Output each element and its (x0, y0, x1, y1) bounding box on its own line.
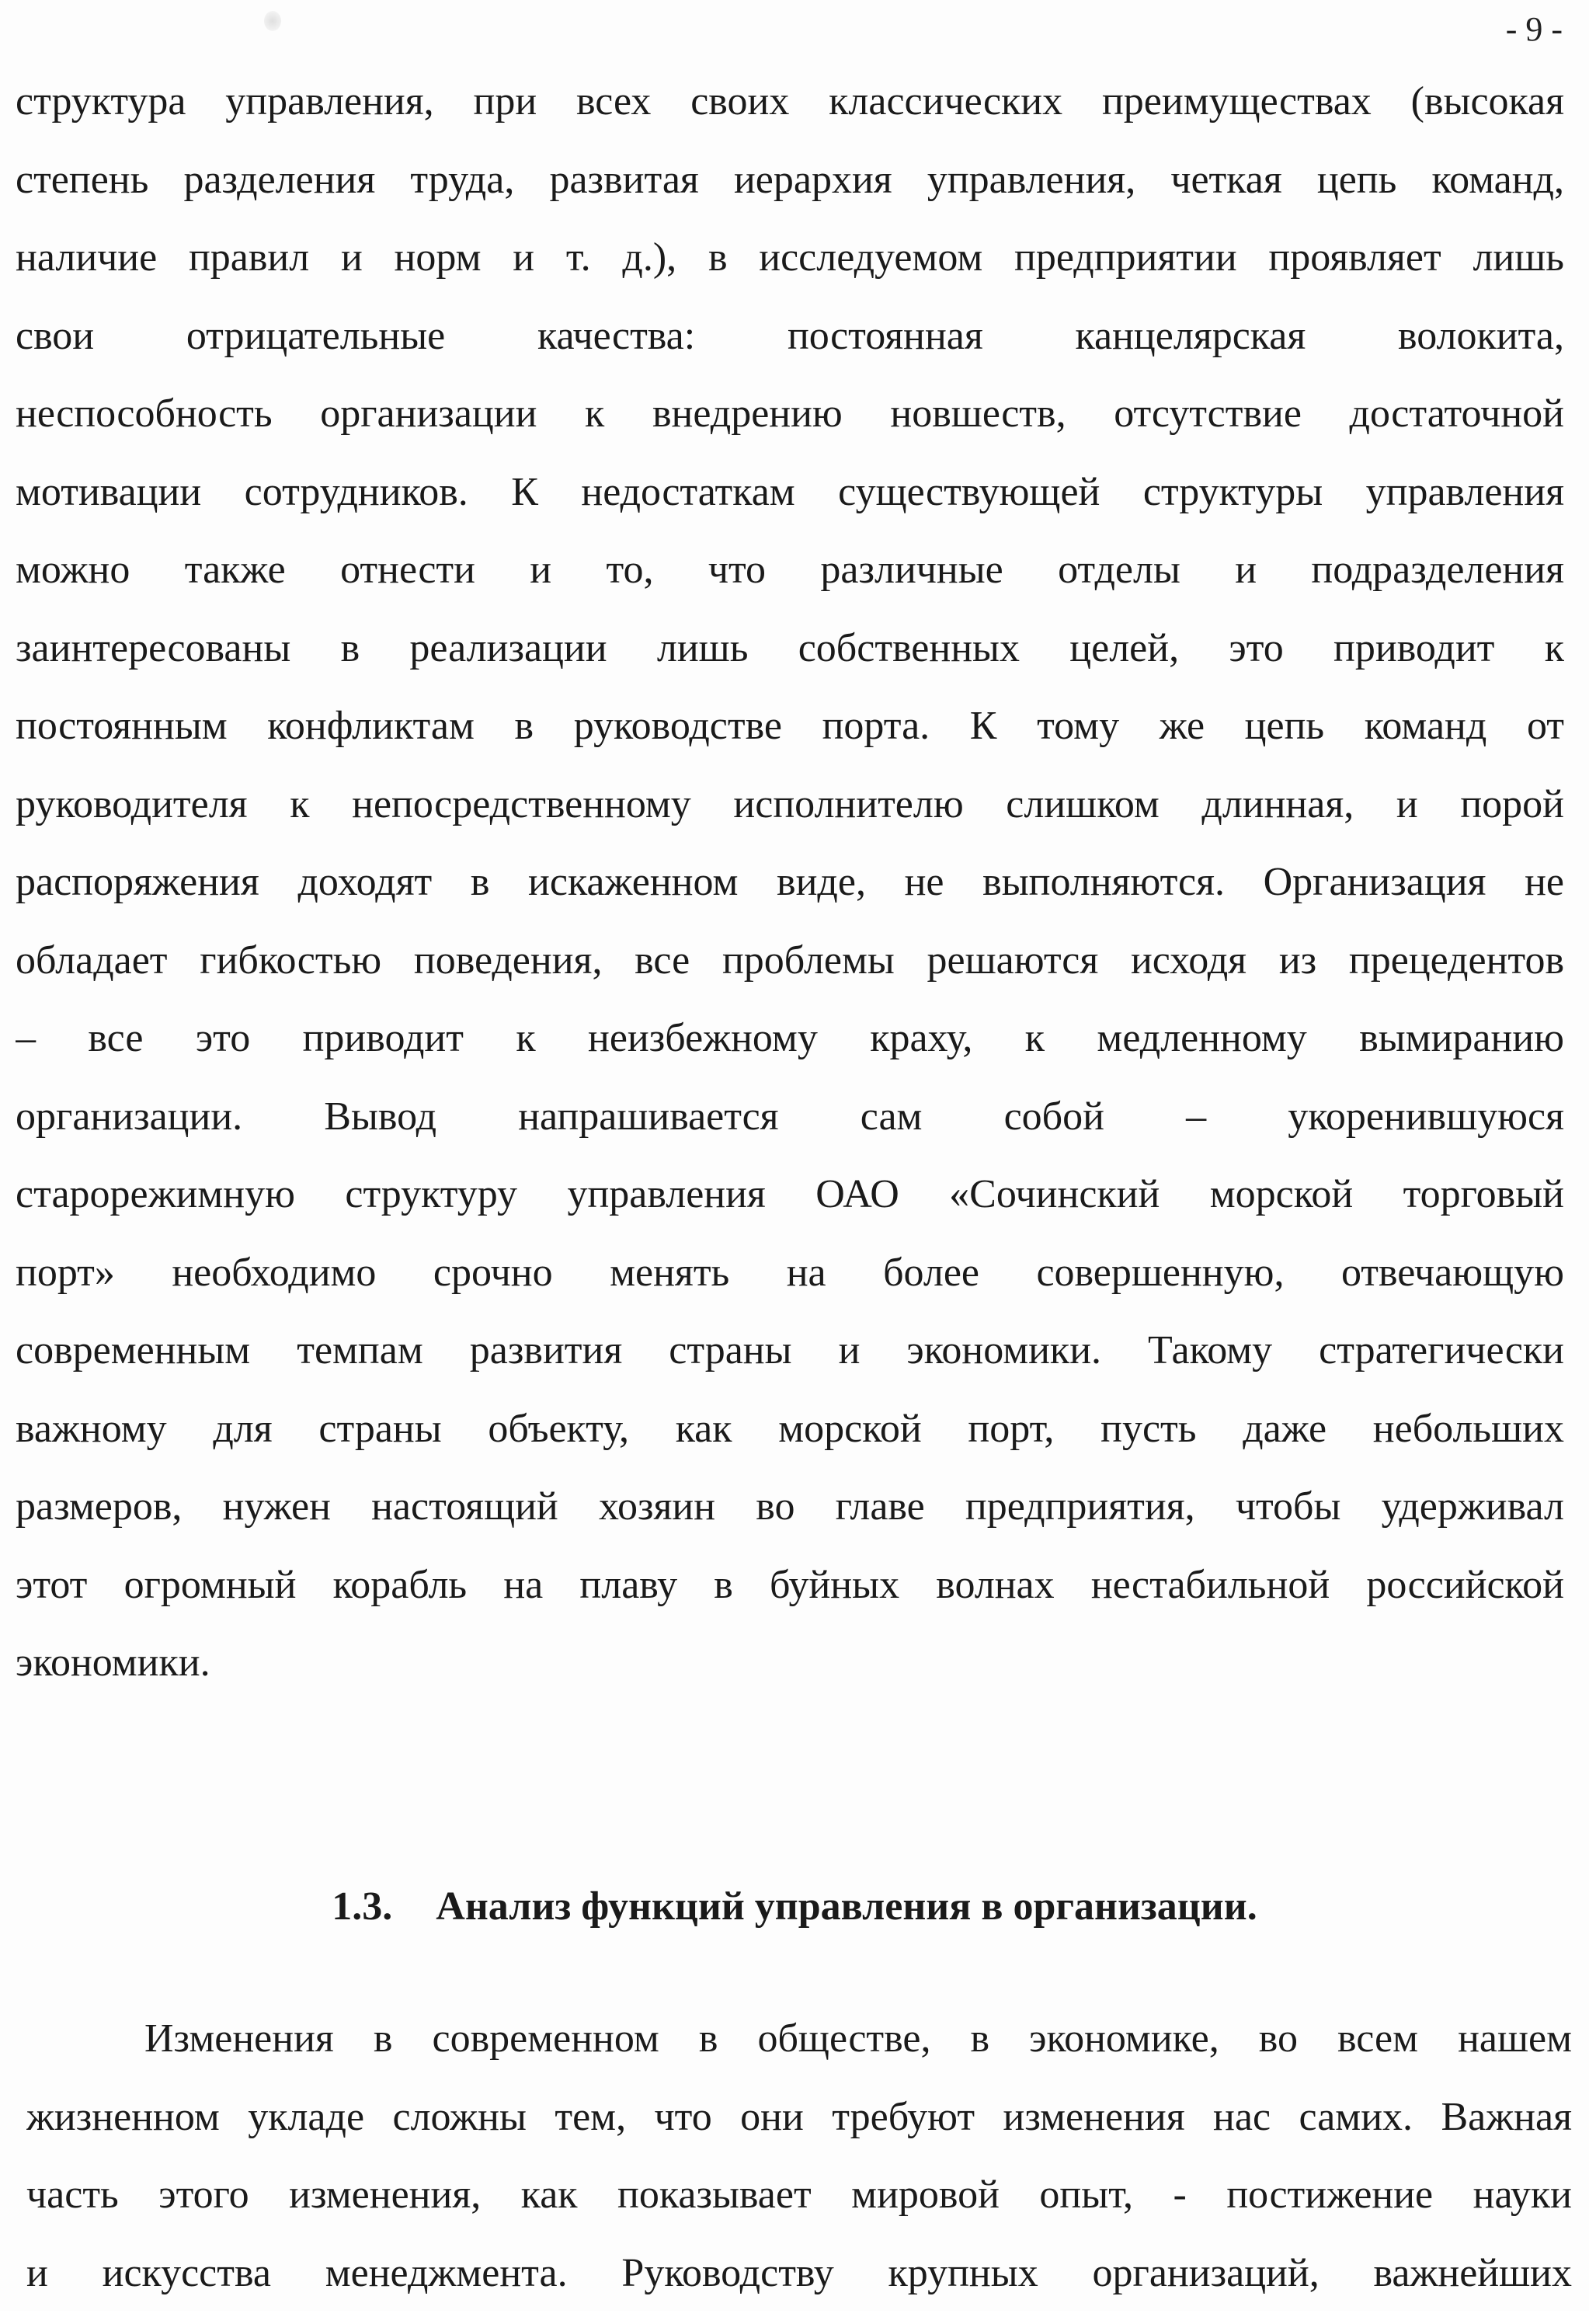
text-line: обладает гибкостью поведения, все проблемы решаются исходя из прецедентов (16, 934, 1564, 1012)
text-line: этот огромный корабль на плаву в буйных волнах нестабильной российской (16, 1558, 1564, 1637)
text-line: экономики. (16, 1636, 1564, 1714)
text-line: можно также отнести и то, что различные отделы и подразделения (16, 543, 1564, 621)
text-line: степень разделения труда, развитая иерархия управления, четкая цепь команд, (16, 153, 1564, 231)
section-title: Анализ функций управления в организации. (436, 1884, 1257, 1929)
text-line: Изменения в современном в обществе, в экономике, во всем нашем (26, 2012, 1572, 2090)
page-number: - 9 - (1506, 6, 1563, 53)
section-number: 1.3. (332, 1884, 392, 1929)
paragraph-1 (16, 75, 1564, 1714)
text-line: организации. Вывод напрашивается сам собой – укоренившуюся (16, 1090, 1564, 1168)
text-line: распоряжения доходят в искаженном виде, не выполняются. Организация не (16, 855, 1564, 934)
paragraph-2 (26, 2012, 1572, 2324)
text-line: размеров, нужен настоящий хозяин во главе предприятия, чтобы удерживал (16, 1480, 1564, 1558)
text-line: мотивации сотрудников. К недостаткам существующей структуры управления (16, 465, 1564, 544)
text-line: жизненном укладе сложны тем, что они требуют изменения нас самих. Важная (26, 2090, 1572, 2169)
text-line: неспособность организации к внедрению новшеств, отсутствие достаточной (16, 387, 1564, 465)
text-line: современным темпам развития страны и экономики. Такому стратегически (16, 1324, 1564, 1402)
text-line: – все это приводит к неизбежному краху, к медленному вымиранию (16, 1011, 1564, 1090)
text-line: руководителя к непосредственному исполнителю слишком длинная, и порой (16, 778, 1564, 856)
text-line: свои отрицательные качества: постоянная канцелярская волокита, (16, 309, 1564, 388)
text-line: старорежимную структуру управления ОАО «Сочинский морской торговый (16, 1167, 1564, 1246)
text-line: важному для страны объекту, как морской порт, пусть даже небольших (16, 1402, 1564, 1480)
scan-speck (264, 11, 281, 31)
text-line: наличие правил и норм и т. д.), в исследуемом предприятии проявляет лишь (16, 231, 1564, 309)
text-line: и искусства менеджмента. Руководству крупных организаций, важнейших (26, 2246, 1572, 2324)
section-heading (0, 1880, 1589, 1934)
text-line: часть этого изменения, как показывает мировой опыт, - постижение науки (26, 2168, 1572, 2246)
text-line: структура управления, при всех своих классических преимуществах (высокая (16, 75, 1564, 153)
text-line: постоянным конфликтам в руководстве порта. К тому же цепь команд от (16, 699, 1564, 778)
text-line: порт» необходимо срочно менять на более совершенную, отвечающую (16, 1246, 1564, 1324)
text-line: заинтересованы в реализации лишь собственных целей, это приводит к (16, 621, 1564, 700)
